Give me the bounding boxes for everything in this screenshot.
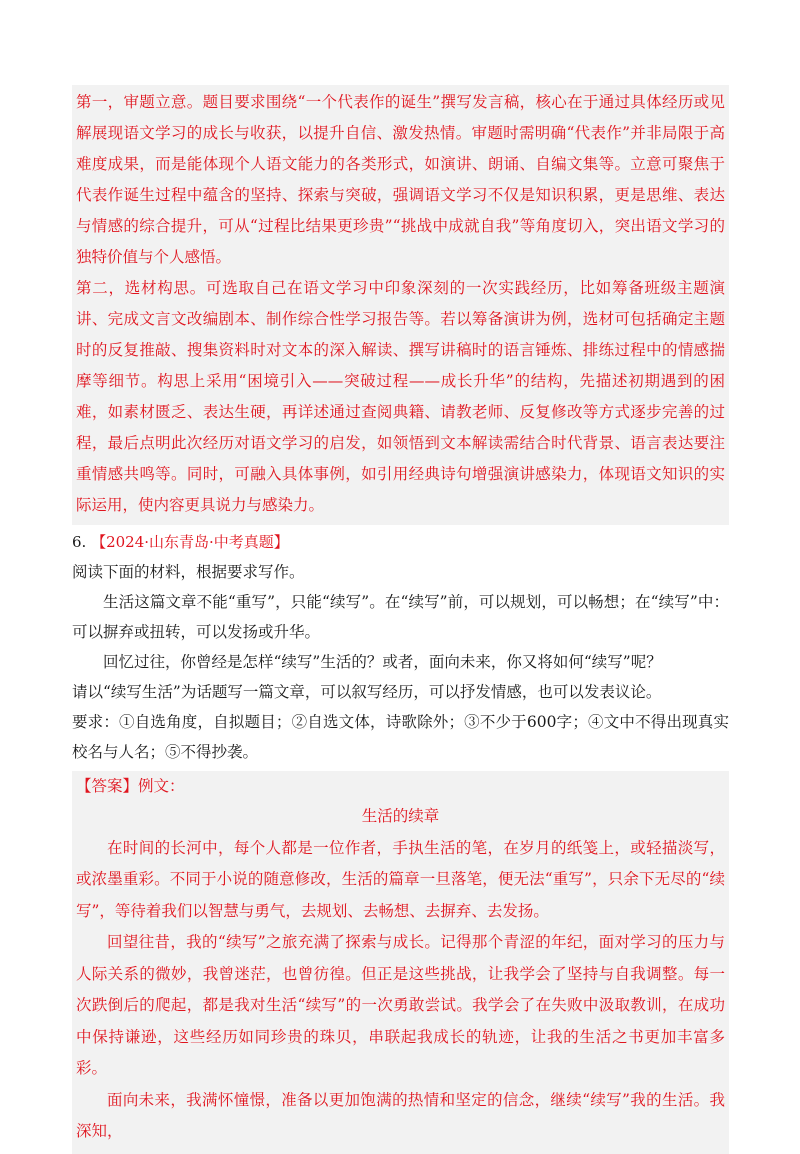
question-instruction: 阅读下面的材料，根据要求写作。 <box>72 563 305 581</box>
analysis-block <box>72 85 729 525</box>
question-task: 请以“续写生活”为话题写一篇文章，可以叙写经历，可以抒发情感，也可以发表议论。 <box>72 683 662 701</box>
question-source: 【2024·山东青岛·中考真题】 <box>91 533 289 551</box>
question-requirements: 要求：①自选角度，自拟题目；②自选文体，诗歌除外；③不少于600字；④文中不得出现真实校名与人名；⑤不得抄袭。 <box>72 713 729 761</box>
document-page <box>72 85 729 1154</box>
material-paragraph-2: 回忆过往，你曾经是怎样“续写”生活的？或者，面向未来，你又将如何“续写”呢？ <box>103 653 662 671</box>
analysis-paragraph-1: 第一，审题立意。题目要求围绕“一个代表作的诞生”撰写发言稿，核心在于通过具体经历或见解展现语文学习的成长与收获，以提升自信、激发热情。审题时需明确“代表作”并非局限于高难度成果，而是能体现个人语文能力的各类形式，如演讲、朗诵、自编文集等。立意可聚焦于代表作诞生过程中蕴含的坚持、探索与突破，强调语文学习不仅是知识积累，更是思维、表达与情感的综合提升，可从“过程比结果更珍贵”“挑战中成就自我”等角度切入，突出语文学习的独特价值与个人感悟。 <box>76 93 725 266</box>
essay-title: 生活的续章 <box>361 807 440 825</box>
essay-block <box>72 801 729 1154</box>
question-header <box>72 527 729 557</box>
essay-paragraph: 面向未来，我满怀憧憬，准备以更加饱满的热情和坚定的信念，继续“续写”我的生活。我深知， <box>76 1090 725 1140</box>
question-number: 6. <box>72 533 87 551</box>
essay-paragraph: 回望往昔，我的“续写”之旅充满了探索与成长。记得那个青涩的年纪，面对学习的压力与人际关系的微妙，我曾迷茫，也曾彷徨。但正是这些挑战，让我学会了坚持与自我调整。每一次跌倒后的爬起，都是我对生活“续写”的一次勇敢尝试。我学会了在失败中汲取教训，在成功中保持谦逊，这些经历如同珍贵的珠贝，串联起我成长的轨迹，让我的生活之书更加丰富多彩。 <box>76 933 725 1077</box>
essay-paragraph: 在时间的长河中，每个人都是一位作者，手执生活的笔，在岁月的纸笺上，或轻描淡写，或浓墨重彩。不同于小说的随意修改，生活的篇章一旦落笔，便无法“重写”，只余下无尽的“续写”，等待着我们以智慧与勇气，去规划、去畅想、去摒弃、去发扬。 <box>76 838 725 920</box>
material-paragraph-1: 生活这篇文章不能“重写”，只能“续写”。在“续写”前，可以规划，可以畅想；在“续写”中：可以摒弃或扭转，可以发扬或升华。 <box>72 593 729 641</box>
analysis-paragraph-2: 第二，选材构思。可选取自己在语文学习中印象深刻的一次实践经历，比如筹备班级主题演讲、完成文言文改编剧本、制作综合性学习报告等。若以筹备演讲为例，选材可包括确定主题时的反复推敲、搜集资料时对文本的深入解读、撰写讲稿时的语言锤炼、排练过程中的情感揣摩等细节。构思上采用“困境引入——突破过程——成长升华”的结构，先描述初期遇到的困难，如素材匮乏、表达生硬，再详述通过查阅典籍、请教老师、反复修改等方式逐步完善的过程，最后点明此次经历对语文学习的启发，如领悟到文本解读需结合时代背景、语言表达要注重情感共鸣等。同时，可融入具体事例，如引用经典诗句增强演讲感染力，体现语文知识的实际运用，使内容更具说力与感染力。 <box>76 279 725 514</box>
answer-label: 【答案】例文： <box>72 771 729 801</box>
